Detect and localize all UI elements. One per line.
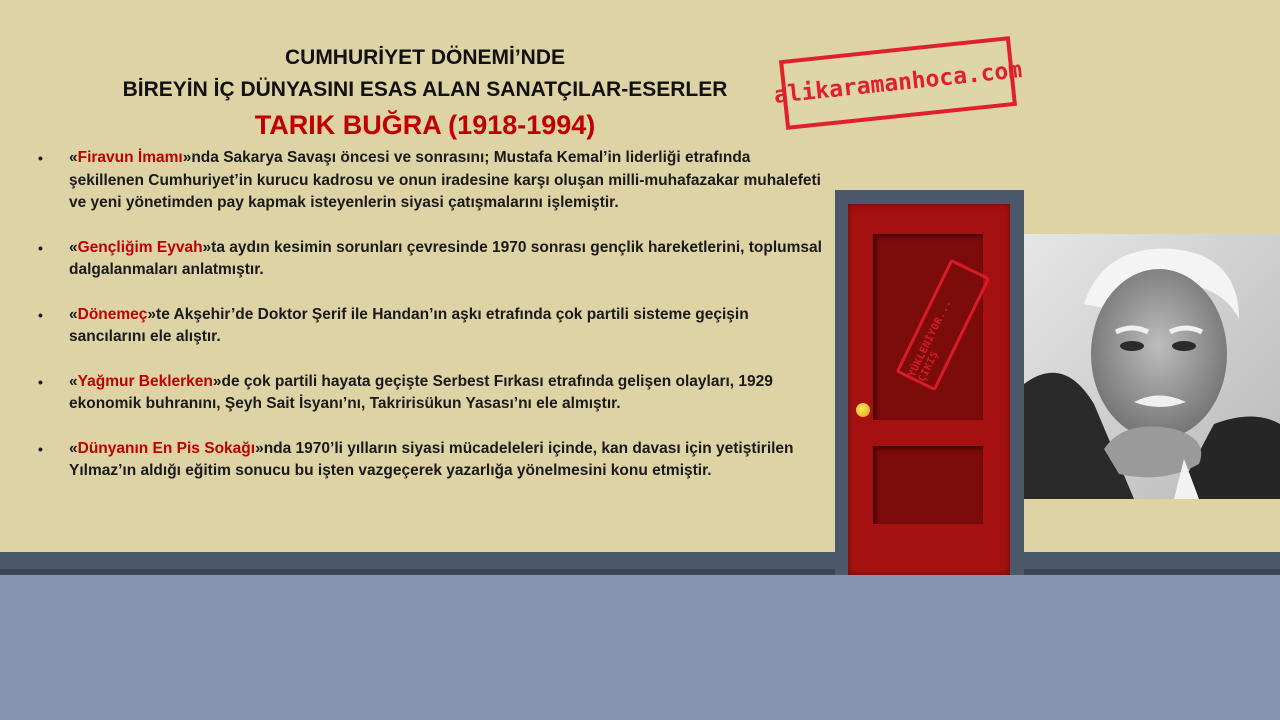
bullet-icon: •	[38, 373, 43, 390]
author-portrait	[1024, 234, 1280, 499]
author-title: TARIK BUĞRA (1918-1994)	[254, 110, 596, 140]
door-panel-bottom	[873, 446, 983, 524]
work-title: Gençliğim Eyvah	[77, 238, 203, 256]
work-title: Firavun İmamı	[77, 149, 183, 166]
work-description: ta aydın kesimin sorunları çevresinde 1970 sonrası gençlik hareketlerini, toplumsal dalgalanmaları anlatmıştır.	[69, 238, 822, 278]
door-stamp: YÜKLENİYOR... ÇIKIŞ	[896, 259, 991, 392]
list-item: • «Dünyanın En Pis Sokağı»nda 1970’li yılların siyasi mücadeleleri içinde, kan davası için yetiştirilen Yılmaz’ın aldığı eğitim sonucu bu işten vazgeçerek yazarlığa yönelmesini konu etmiştir.	[38, 439, 794, 479]
work-description: de çok partili hayata geçişte Serbest Fırkası etrafında gelişen olayları, 1929 ekonomik buhranını, Şeyh Sait İsyanı’nı, Takririsükun Yasası’nı ele almıştır.	[69, 372, 773, 412]
door-knob-icon[interactable]	[856, 403, 870, 417]
work-title: Yağmur Beklerken	[77, 372, 213, 390]
baseboard-line	[0, 569, 1280, 575]
title-line-2: BİREYİN İÇ DÜNYASINI ESAS ALAN SANATÇILAR-ESERLER	[122, 78, 728, 101]
work-description: te Akşehir’de Doktor Şerif ile Handan’ın aşkı etrafında çok partili sisteme geçişin sancılarını ele alıştır.	[69, 305, 749, 345]
bullet-icon: •	[38, 150, 43, 166]
floor	[0, 575, 1280, 720]
work-description: nda Sakarya Savaşı öncesi ve sonrasını; Mustafa Kemal’in liderliği etrafında şekillenen Cumhuriyet’in kurucu kadrosu ve onun iradesine karşı oluşan milli-muhafazakar muhalefeti ve yeni yönetimden pay kapmak isteyenlerin siyasi çatışmalarını işlemiştir.	[69, 149, 821, 211]
works-list	[36, 147, 826, 505]
work-title: Dönemeç	[77, 305, 148, 323]
bullet-icon: •	[38, 306, 43, 323]
work-title: Dünyanın En Pis Sokağı	[77, 439, 256, 457]
logo-stamp[interactable]: alikaramanhoca.com	[779, 36, 1017, 130]
work-description: nda 1970’li yılların siyasi mücadeleleri içinde, kan davası için yetiştirilen Yılmaz’ın aldığı eğitim sonucu bu işten vazgeçerek yazarlığa yönelmesini konu etmiştir.	[69, 439, 794, 479]
title-line-1: CUMHURİYET DÖNEMİ’NDE	[284, 46, 565, 69]
portrait-image	[1024, 234, 1280, 499]
list-item: • «Yağmur Beklerken»de çok partili hayata geçişte Serbest Fırkası etrafında gelişen olayları, 1929 ekonomik buhranını, Şeyh Sait İsyanı’nı, Takririsükun Yasası’nı ele almıştır.	[38, 372, 773, 412]
list-item: • «Dönemeç»te Akşehir’de Doktor Şerif ile Handan’ın aşkı etrafında çok partili sisteme geçişin sancılarını ele alıştır.	[38, 305, 749, 345]
list-item: • «Gençliğim Eyvah»ta aydın kesimin sorunları çevresinde 1970 sonrası gençlik hareketlerini, toplumsal dalgalanmaları anlatmıştır.	[38, 238, 822, 278]
bullet-icon: •	[38, 440, 43, 457]
list-item: • «Firavun İmamı»nda Sakarya Savaşı öncesi ve sonrasını; Mustafa Kemal’in liderliği etrafında şekillenen Cumhuriyet’in kurucu kadrosu ve onun iradesine karşı oluşan milli-muhafazakar muhalefeti ve yeni yönetimden pay kapmak isteyenlerin siyasi çatışmalarını işlemiştir.	[38, 149, 821, 211]
baseboard	[0, 552, 1280, 569]
bullet-icon: •	[38, 239, 43, 256]
